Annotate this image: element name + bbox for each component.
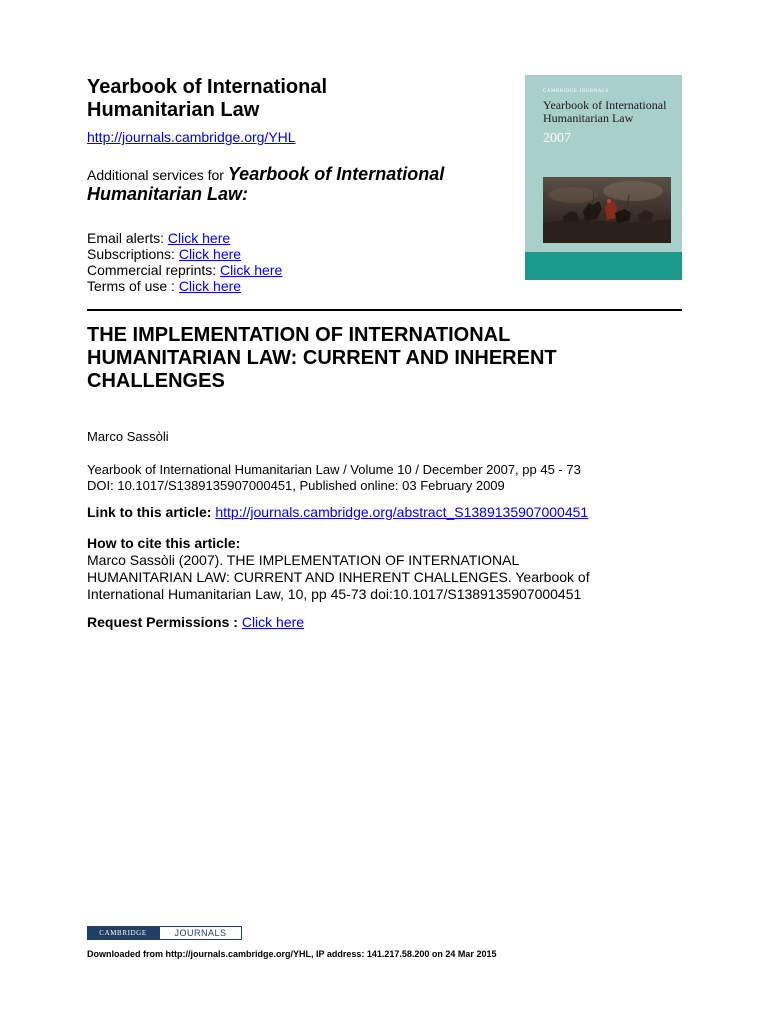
cambridge-journals-logo — [87, 926, 242, 940]
services-journal-name: Yearbook of International Humanitarian Law: — [87, 164, 445, 204]
how-to-cite-label: How to cite this article: — [87, 535, 241, 551]
article-doi: DOI: 10.1017/S1389135907000451, Published online: 03 February 2009 — [87, 478, 505, 493]
request-permissions-row — [87, 614, 304, 630]
cover-band — [525, 252, 682, 280]
article-title-line3: CHALLENGES — [87, 370, 225, 392]
cover-painting-image — [543, 177, 671, 243]
cover-publisher: CAMBRIDGE JOURNALS — [543, 89, 609, 94]
cover-year: 2007 — [543, 131, 571, 146]
email-alerts-link[interactable]: Click here — [167, 230, 231, 246]
cambridge-logo-text: CAMBRIDGE — [87, 926, 159, 940]
journal-title-line1: Yearbook of International — [87, 76, 328, 98]
terms-of-use-row — [87, 278, 282, 294]
cite-line1: Marco Sassòli (2007). THE IMPLEMENTATION OF INTERNATIONAL — [87, 552, 520, 568]
article-title — [87, 324, 687, 393]
commercial-reprints-link[interactable]: Click here — [220, 262, 283, 278]
article-title-line2: HUMANITARIAN LAW: CURRENT AND INHERENT — [87, 347, 557, 369]
link-to-article-label: Link to this article: — [87, 504, 216, 520]
article-source: Yearbook of International Humanitarian Law / Volume 10 / December 2007, pp 45 - 73 — [87, 462, 581, 477]
cite-line3: International Humanitarian Law, 10, pp 45-73 doi:10.1017/S1389135907000451 — [87, 586, 582, 602]
download-notice: Downloaded from http://journals.cambridge.org/YHL, IP address: 141.217.58.200 on 24 Mar 2015 — [87, 949, 497, 959]
journals-logo-text: JOURNALS — [159, 926, 242, 940]
section-divider — [87, 309, 682, 311]
article-abstract-link[interactable]: http://journals.cambridge.org/abstract_S1389135907000451 — [215, 504, 589, 520]
cite-line2: HUMANITARIAN LAW: CURRENT AND INHERENT CHALLENGES. Yearbook of — [87, 569, 590, 585]
service-links — [87, 230, 282, 294]
article-title-line1: THE IMPLEMENTATION OF INTERNATIONAL — [87, 324, 511, 346]
journal-cover-image — [525, 75, 682, 280]
additional-services — [87, 165, 507, 205]
link-to-article-row — [87, 504, 588, 520]
email-alerts-label: Email alerts: — [87, 230, 168, 246]
cover-title: Yearbook of International Humanitarian Law — [543, 98, 667, 125]
commercial-reprints-label: Commercial reprints: — [87, 262, 221, 278]
journal-title — [87, 76, 487, 122]
journal-url-link[interactable]: http://journals.cambridge.org/YHL — [87, 129, 296, 145]
commercial-reprints-row — [87, 262, 282, 278]
email-alerts-row — [87, 230, 282, 246]
request-permissions-link[interactable]: Click here — [241, 614, 305, 630]
terms-of-use-label: Terms of use : — [87, 278, 179, 294]
services-intro: Additional services for — [87, 167, 228, 183]
subscriptions-link[interactable]: Click here — [178, 246, 242, 262]
subscriptions-label: Subscriptions: — [87, 246, 179, 262]
article-author: Marco Sassòli — [87, 429, 169, 444]
subscriptions-row — [87, 246, 282, 262]
terms-of-use-link[interactable]: Click here — [178, 278, 242, 294]
article-source-info — [87, 462, 581, 494]
how-to-cite-block — [87, 535, 687, 603]
request-permissions-label: Request Permissions : — [87, 614, 242, 630]
journal-title-line2: Humanitarian Law — [87, 99, 260, 121]
